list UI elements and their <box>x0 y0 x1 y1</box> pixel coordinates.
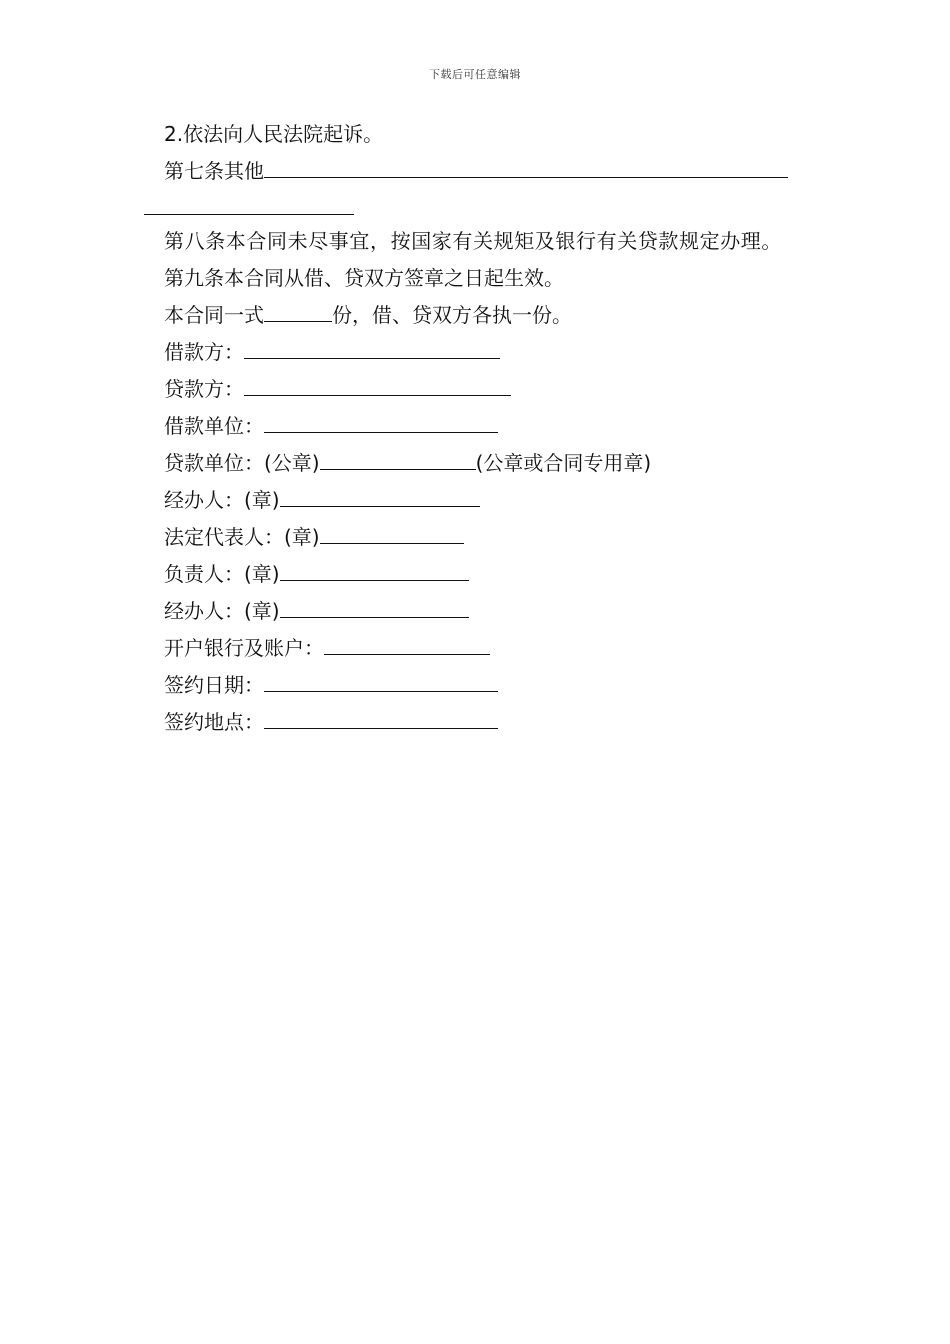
borrower-unit-label: 借款单位： <box>164 414 264 438</box>
sign-date-blank[interactable] <box>264 667 498 692</box>
lender-unit-row <box>144 445 808 482</box>
article-7-blank[interactable] <box>264 153 788 178</box>
handler-1-label: 经办人：(章) <box>164 488 280 512</box>
article-9: 第九条本合同从借、贷双方签章之日起生效。 <box>164 266 564 290</box>
legal-rep-label: 法定代表人：(章) <box>164 525 320 549</box>
article-7-row <box>144 153 808 190</box>
page-header-note: 下载后可任意编辑 <box>429 68 521 81</box>
copies-suffix: 份，借、贷双方各执一份。 <box>332 303 572 327</box>
sign-date-row <box>144 667 808 704</box>
sign-place-blank[interactable] <box>264 704 498 729</box>
legal-rep-blank[interactable] <box>320 519 464 544</box>
article-7-label: 第七条其他 <box>164 159 264 183</box>
handler-2-label: 经办人：(章) <box>164 599 280 623</box>
sign-place-label: 签约地点： <box>164 710 264 734</box>
borrower-label: 借款方： <box>164 340 244 364</box>
document-body <box>144 116 808 741</box>
sign-date-label: 签约日期： <box>164 673 264 697</box>
lender-unit-suffix: (公章或合同专用章) <box>475 451 652 475</box>
borrower-blank[interactable] <box>244 334 500 359</box>
lender-unit-label: 贷款单位：(公章) <box>164 451 320 475</box>
borrower-unit-row <box>144 408 808 445</box>
bank-account-blank[interactable] <box>324 630 490 655</box>
legal-rep-row <box>144 519 808 556</box>
responsible-label: 负责人：(章) <box>164 562 280 586</box>
lender-label: 贷款方： <box>164 377 244 401</box>
article-8: 第八条本合同未尽事宜，按国家有关规矩及银行有关贷款规定办理。 <box>164 229 782 253</box>
sign-place-row <box>144 704 808 741</box>
responsible-row <box>144 556 808 593</box>
handler-1-blank[interactable] <box>280 482 480 507</box>
responsible-blank[interactable] <box>280 556 469 581</box>
copies-row <box>144 297 808 334</box>
handler-2-blank[interactable] <box>280 593 469 618</box>
lender-blank[interactable] <box>244 371 511 396</box>
lender-unit-blank[interactable] <box>320 445 476 470</box>
article-7-blank-continuation[interactable] <box>144 190 354 215</box>
borrower-row <box>144 334 808 371</box>
borrower-unit-blank[interactable] <box>264 408 498 433</box>
copies-prefix: 本合同一式 <box>164 303 264 327</box>
handler-2-row <box>144 593 808 630</box>
handler-1-row <box>144 482 808 519</box>
copies-count-blank[interactable] <box>264 297 332 322</box>
lender-row <box>144 371 808 408</box>
clause-item-2: 2.依法向人民法院起诉。 <box>164 122 384 146</box>
bank-account-row <box>144 630 808 667</box>
bank-account-label: 开户银行及账户： <box>164 636 324 660</box>
